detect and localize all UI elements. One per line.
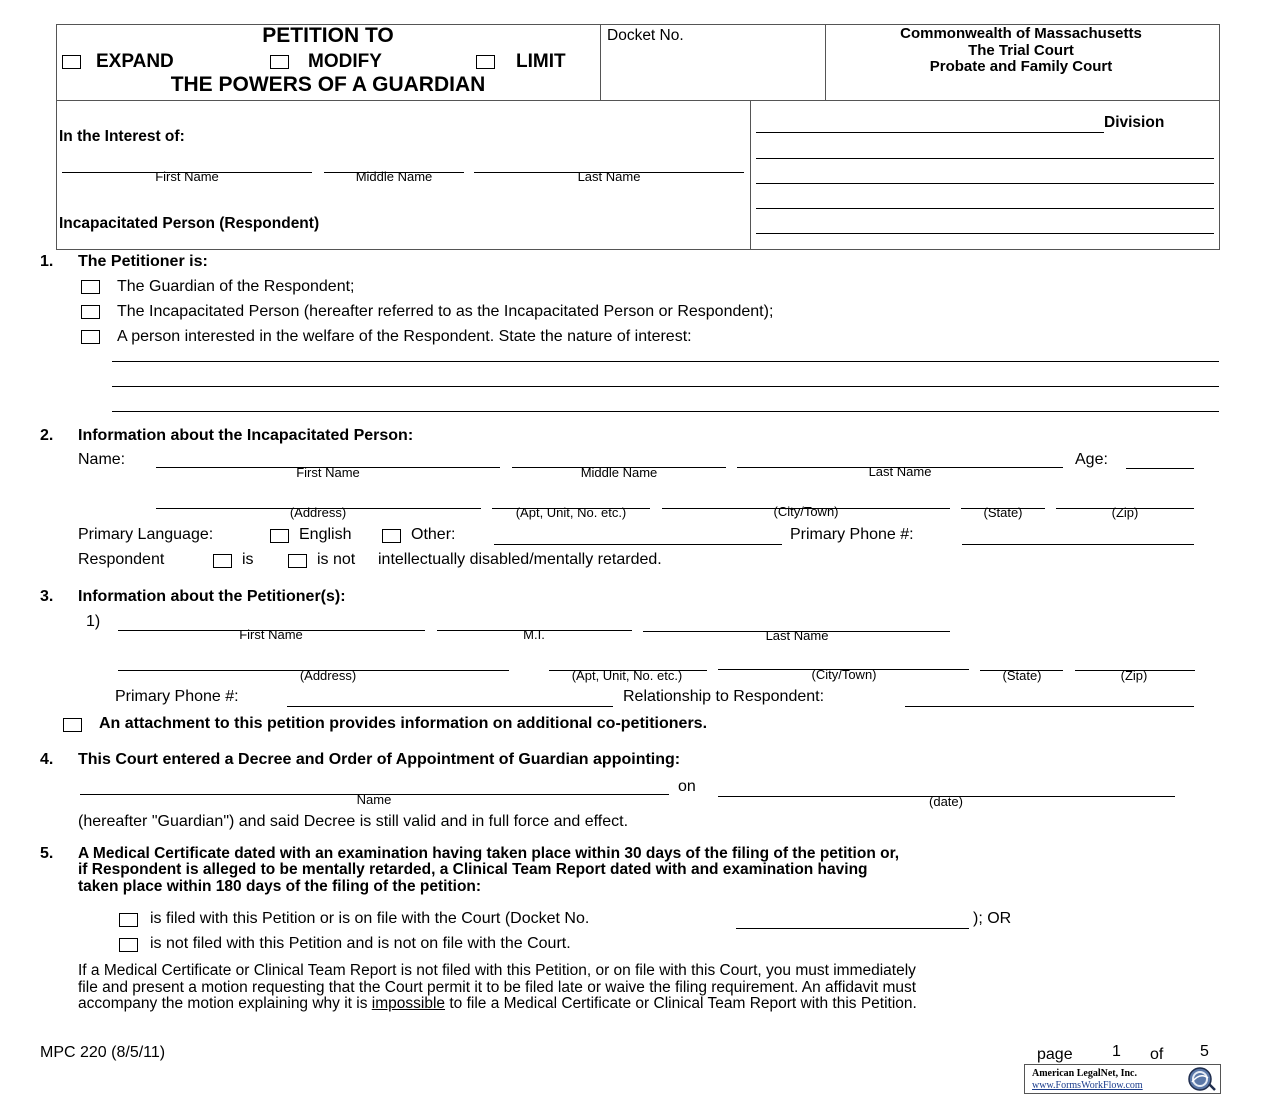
interest-last-caption: Last Name <box>577 169 641 184</box>
page-total: 5 <box>1200 1043 1209 1060</box>
s1-guardian-checkbox[interactable] <box>81 280 100 294</box>
s2-english-checkbox[interactable] <box>270 529 289 543</box>
s5-para3-underline: impossible <box>371 995 446 1012</box>
limit-label: LIMIT <box>516 51 566 72</box>
s1-number: 1. <box>40 253 54 270</box>
trial-court-title: The Trial Court <box>968 42 1074 59</box>
s1-interest-line-3[interactable] <box>112 411 1219 412</box>
s5-title-line-3: taken place within 180 days of the filing of the petition: <box>78 878 482 895</box>
petition-to-title: PETITION TO <box>262 24 394 47</box>
s2-english-label: English <box>299 526 352 543</box>
s3-city-caption: (City/Town) <box>811 667 877 682</box>
s4-name-caption: Name <box>356 792 392 807</box>
form-id: MPC 220 (8/5/11) <box>40 1044 166 1061</box>
s2-number: 2. <box>40 427 54 444</box>
s2-phone-label: Primary Phone #: <box>790 526 914 543</box>
probate-court-title: Probate and Family Court <box>929 58 1113 75</box>
s5-not-filed-label: is not filed with this Petition and is not on file with the Court. <box>150 935 571 952</box>
s1-interest-line-2[interactable] <box>112 386 1219 387</box>
s4-date-caption: (date) <box>929 794 963 809</box>
s3-attachment-label: An attachment to this petition provides information on additional co-petitioners. <box>99 715 708 732</box>
address-line-3[interactable] <box>756 208 1214 209</box>
logo-url: www.FormsWorkFlow.com <box>1032 1080 1143 1091</box>
globe-icon <box>1183 1066 1217 1092</box>
s2-state-caption: (State) <box>983 505 1023 520</box>
limit-checkbox[interactable] <box>476 55 495 69</box>
address-line-1[interactable] <box>756 158 1214 159</box>
interest-middle-caption: Middle Name <box>355 169 433 184</box>
s5-filed-label-end: ); OR <box>973 910 1012 927</box>
s1-interested-checkbox[interactable] <box>81 330 100 344</box>
s5-filed-label: is filed with this Petition or is on file with the Court (Docket No. <box>150 910 590 927</box>
division-label: Division <box>1104 114 1165 131</box>
division-input[interactable] <box>756 132 1104 133</box>
address-line-4[interactable] <box>756 233 1214 234</box>
incapacitated-label: Incapacitated Person (Respondent) <box>59 215 320 232</box>
s3-phone-label: Primary Phone #: <box>115 688 239 705</box>
s3-number: 3. <box>40 588 54 605</box>
s1-interested-label: A person interested in the welfare of the Respondent. State the nature of interest: <box>117 328 692 345</box>
s2-age-label: Age: <box>1075 451 1108 468</box>
header-divider <box>56 100 1220 101</box>
s3-apt-caption: (Apt, Unit, No. etc.) <box>571 668 683 683</box>
docket-label: Docket No. <box>607 27 684 44</box>
address-line-2[interactable] <box>756 183 1214 184</box>
s2-apt-caption: (Apt, Unit, No. etc.) <box>515 505 627 520</box>
s2-city-caption: (City/Town) <box>773 504 839 519</box>
s2-last-caption: Last Name <box>868 464 932 479</box>
s2-zip-caption: (Zip) <box>1111 505 1139 520</box>
s5-paragraph-line-3 <box>78 995 917 1013</box>
s3-relationship-input[interactable] <box>905 706 1194 707</box>
s4-on-label: on <box>678 778 696 795</box>
s2-title: Information about the Incapacitated Person: <box>78 427 414 444</box>
s5-filed-checkbox[interactable] <box>119 913 138 927</box>
s2-name-label: Name: <box>78 451 126 468</box>
s3-title: Information about the Petitioner(s): <box>78 588 346 605</box>
expand-checkbox[interactable] <box>62 55 81 69</box>
s2-language-label: Primary Language: <box>78 526 214 543</box>
header-col-divider-1 <box>600 24 601 100</box>
american-legalnet-logo[interactable] <box>1024 1064 1221 1094</box>
s1-incapacitated-checkbox[interactable] <box>81 305 100 319</box>
s5-number: 5. <box>40 845 54 862</box>
s2-first-caption: First Name <box>296 465 360 480</box>
s2-other-checkbox[interactable] <box>382 529 401 543</box>
s5-title-line-2: if Respondent is alleged to be mentally retarded, a Clinical Team Report dated with and examination having <box>78 861 868 878</box>
s3-first-caption: First Name <box>239 627 303 642</box>
modify-label: MODIFY <box>308 51 382 72</box>
s5-not-filed-checkbox[interactable] <box>119 938 138 952</box>
s2-age-input[interactable] <box>1126 468 1194 469</box>
header-col-divider-2 <box>825 24 826 100</box>
s3-state-caption: (State) <box>1002 668 1042 683</box>
s3-zip-caption: (Zip) <box>1120 668 1148 683</box>
s5-docket-input[interactable] <box>736 928 969 929</box>
s2-is-not-label: is not <box>317 551 356 568</box>
s2-is-checkbox[interactable] <box>213 554 232 568</box>
s3-relationship-label: Relationship to Respondent: <box>623 688 825 705</box>
s2-address-caption: (Address) <box>289 505 347 520</box>
s1-incapacitated-label: The Incapacitated Person (hereafter referred to as the Incapacitated Person or Respondent); <box>117 303 774 320</box>
powers-title: THE POWERS OF A GUARDIAN <box>170 73 486 96</box>
page-number: 1 <box>1112 1043 1121 1060</box>
s4-text: (hereafter "Guardian") and said Decree is still valid and in full force and effect. <box>78 813 629 830</box>
s4-number: 4. <box>40 751 54 768</box>
modify-checkbox[interactable] <box>270 55 289 69</box>
s5-para3-a: accompany the motion explaining why it is <box>78 995 372 1012</box>
s2-phone-input[interactable] <box>962 544 1194 545</box>
s5-paragraph-line-2: file and present a motion requesting that the Court permit it to be filed late or waive the filing requirement. An affidavit must <box>78 979 917 996</box>
s2-is-not-checkbox[interactable] <box>288 554 307 568</box>
interest-label: In the Interest of: <box>59 128 185 145</box>
s1-guardian-label: The Guardian of the Respondent; <box>117 278 355 295</box>
interest-first-caption: First Name <box>155 169 219 184</box>
s1-interest-line-1[interactable] <box>112 361 1219 362</box>
s5-title-line-1: A Medical Certificate dated with an examination having taken place within 30 days of the filing of the petition or, <box>78 845 900 862</box>
expand-label: EXPAND <box>96 51 174 72</box>
s3-index: 1) <box>86 613 101 630</box>
s1-title: The Petitioner is: <box>78 253 208 270</box>
page-label: page <box>1037 1046 1073 1063</box>
of-label: of <box>1150 1046 1164 1063</box>
s4-title: This Court entered a Decree and Order of Appointment of Guardian appointing: <box>78 751 681 768</box>
commonwealth-title: Commonwealth of Massachusetts <box>900 25 1142 42</box>
s2-other-label: Other: <box>411 526 456 543</box>
s3-mi-caption: M.I. <box>523 627 545 642</box>
s2-respondent-label: Respondent <box>78 551 165 568</box>
logo-name: American LegalNet, Inc. <box>1032 1068 1137 1079</box>
s3-address-caption: (Address) <box>299 668 357 683</box>
s3-last-caption: Last Name <box>765 628 829 643</box>
s2-other-language-input[interactable] <box>494 544 782 545</box>
s2-middle-caption: Middle Name <box>580 465 658 480</box>
s5-para3-b: to file a Medical Certificate or Clinical Team Report with this Petition. <box>445 995 917 1012</box>
s5-paragraph-line-1: If a Medical Certificate or Clinical Team Report is not filed with this Petition, or on file with this Court, you must immediately <box>78 962 916 979</box>
interest-col-divider <box>750 100 751 250</box>
s3-attachment-checkbox[interactable] <box>63 718 82 732</box>
s2-disabled-label: intellectually disabled/mentally retarded. <box>378 551 662 568</box>
s2-is-label: is <box>242 551 254 568</box>
s3-phone-input[interactable] <box>287 706 613 707</box>
